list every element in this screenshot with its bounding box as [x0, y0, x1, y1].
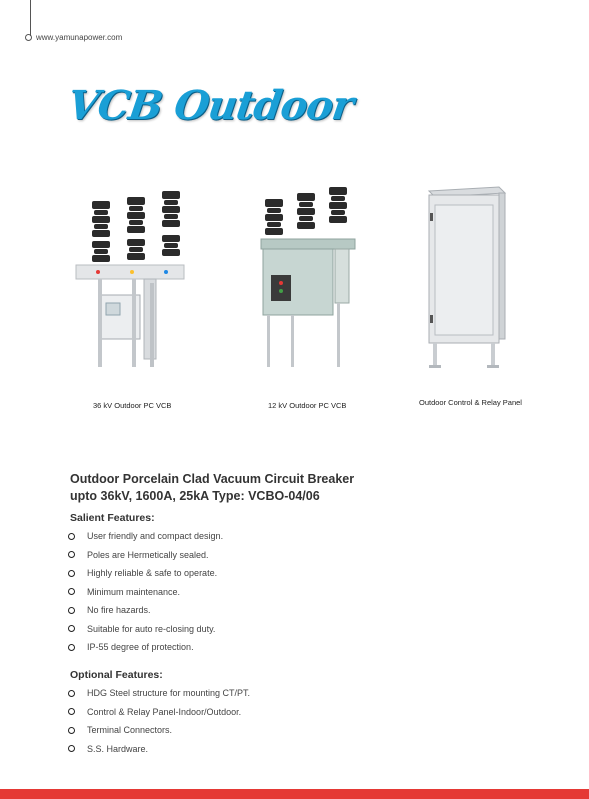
footer-bar [0, 789, 589, 799]
bullet-icon [68, 570, 75, 577]
list-item: Terminal Connectors. [68, 721, 250, 740]
section-heading [70, 471, 354, 505]
bullet-icon [68, 551, 75, 558]
page-title: VCB Outdoor [64, 82, 356, 129]
list-item: Suitable for auto re-closing duty. [68, 620, 223, 639]
list-item: Control & Relay Panel-Indoor/Outdoor. [68, 703, 250, 722]
product-caption: 12 kV Outdoor PC VCB [268, 401, 347, 410]
list-item: Poles are Hermetically sealed. [68, 546, 223, 565]
bullet-icon [68, 625, 75, 632]
list-item: Highly reliable & safe to operate. [68, 564, 223, 583]
product-caption: Outdoor Control & Relay Panel [419, 398, 522, 407]
outdoor-vcb-12kv-image [253, 183, 363, 373]
list-item: User friendly and compact design. [68, 527, 223, 546]
bullet-icon [68, 644, 75, 651]
website-url[interactable]: www.yamunapower.com [36, 33, 123, 42]
optional-features-list [68, 684, 250, 758]
heading-line-1: Outdoor Porcelain Clad Vacuum Circuit Breaker [70, 472, 355, 486]
bullet-icon [68, 607, 75, 614]
list-item: No fire hazards. [68, 601, 223, 620]
list-item: IP-55 degree of protection. [68, 638, 223, 657]
bullet-icon [68, 588, 75, 595]
optional-features-title: Optional Features: [70, 669, 163, 681]
bullet-icon [68, 745, 75, 752]
bullet-icon [68, 533, 75, 540]
salient-features-title: Salient Features: [70, 512, 155, 524]
control-relay-panel-image [425, 183, 510, 378]
bullet-icon [68, 708, 75, 715]
bullet-icon [68, 727, 75, 734]
circle-icon [25, 34, 32, 41]
list-item: Minimum maintenance. [68, 583, 223, 602]
header-rule [30, 0, 31, 36]
list-item: HDG Steel structure for mounting CT/PT. [68, 684, 250, 703]
heading-line-2: upto 36kV, 1600A, 25kA Type: VCBO-04/06 [70, 489, 320, 503]
bullet-icon [68, 690, 75, 697]
outdoor-vcb-36kv-image [70, 183, 190, 373]
salient-features-list [68, 527, 223, 657]
list-item: S.S. Hardware. [68, 740, 250, 759]
website-header [25, 33, 122, 42]
product-caption: 36 kV Outdoor PC VCB [93, 401, 172, 410]
